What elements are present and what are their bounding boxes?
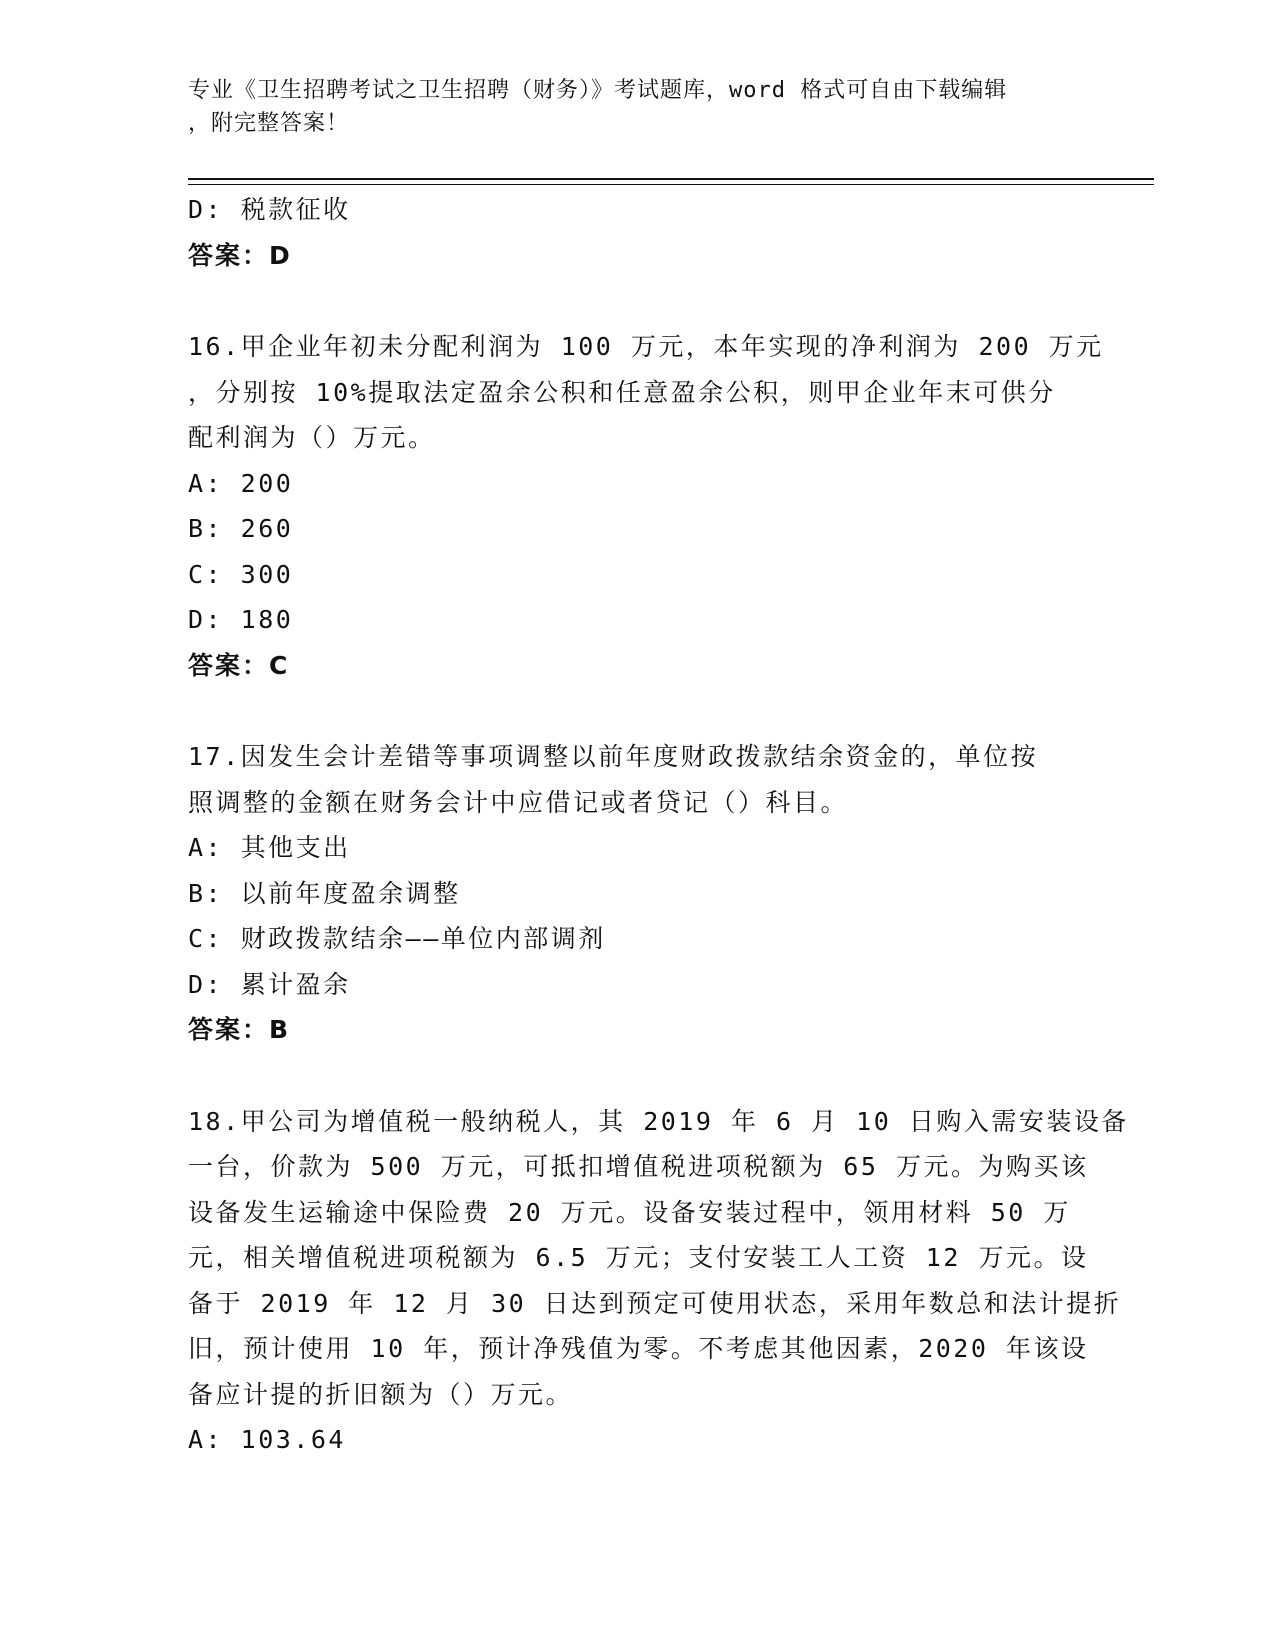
- question-18-text-line-5: 备于 2019 年 12 月 30 日达到预定可使用状态，采用年数总和法计提折: [188, 1288, 1122, 1318]
- question-16: [188, 324, 1104, 688]
- question-17-text-line-1: 17.因发生会计差错等事项调整以前年度财政拨款结余资金的，单位按: [188, 742, 1039, 771]
- header-rule-thin: [188, 184, 1154, 185]
- header-line-1: 专业《卫生招聘考试之卫生招聘（财务）》考试题库，word 格式可自由下载编辑: [188, 78, 1008, 103]
- spacer: [188, 688, 1088, 734]
- question-18-text-line-1: 18.甲公司为增值税一般纳税人，其 2019 年 6 月 10 日购入需安装设备: [188, 1106, 1129, 1136]
- question-16-text-line-3: 配利润为（）万元。: [188, 423, 436, 452]
- question-17-option-b: B: 以前年度盈余调整: [188, 878, 461, 908]
- question-16-option-b: B: 260: [188, 514, 294, 543]
- question-16-option-a: A: 200: [188, 468, 294, 498]
- question-18-text-line-2: 一台，价款为 500 万元，可抵扣增值税进项税额为 65 万元。为购买该: [188, 1152, 1089, 1181]
- question-16-text-line-2: ，分别按 10%提取法定盈余公积和任意盈余公积，则甲企业年末可供分: [188, 377, 1056, 407]
- question-17-answer: 答案：B: [188, 1015, 291, 1044]
- header-rule-thick: [188, 178, 1154, 180]
- question-17-option-c: C: 财政拨款结余——单位内部调剂: [188, 924, 606, 953]
- prev-option-d: D: 税款征收: [188, 195, 351, 224]
- spacer: [188, 278, 1088, 324]
- question-17-option-a: A: 其他支出: [188, 833, 351, 862]
- question-18-text-line-7: 备应计提的折旧额为（）万元。: [188, 1379, 574, 1409]
- question-16-text-line-1: 16.甲企业年初未分配利润为 100 万元，本年实现的净利润为 200 万元: [188, 332, 1104, 361]
- question-16-option-d: D: 180: [188, 605, 294, 634]
- question-18: [188, 1099, 1129, 1463]
- question-18-text-line-3: 设备发生运输途中保险费 20 万元。设备安装过程中，领用材料 50 万: [188, 1197, 1071, 1227]
- question-17-text-line-2: 照调整的金额在财务会计中应借记或者贷记（）科目。: [188, 787, 849, 817]
- question-16-option-c: C: 300: [188, 559, 294, 589]
- document-header: [188, 74, 1088, 140]
- question-18-option-a: A: 103.64: [188, 1425, 346, 1454]
- question-17: [188, 734, 1088, 1053]
- document-body: [188, 187, 1129, 1463]
- question-16-answer: 答案：C: [188, 650, 290, 680]
- question-18-text-line-4: 元，相关增值税进项税额为 6.5 万元；支付安装工人工资 12 万元。设: [188, 1243, 1089, 1272]
- question-18-text-line-6: 旧，预计使用 10 年，预计净残值为零。不考虑其他因素，2020 年该设: [188, 1334, 1089, 1363]
- question-17-option-d: D: 累计盈余: [188, 969, 351, 999]
- header-line-2: ，附完整答案！: [188, 111, 350, 136]
- spacer: [188, 1053, 1088, 1099]
- prev-answer: 答案：D: [188, 240, 292, 270]
